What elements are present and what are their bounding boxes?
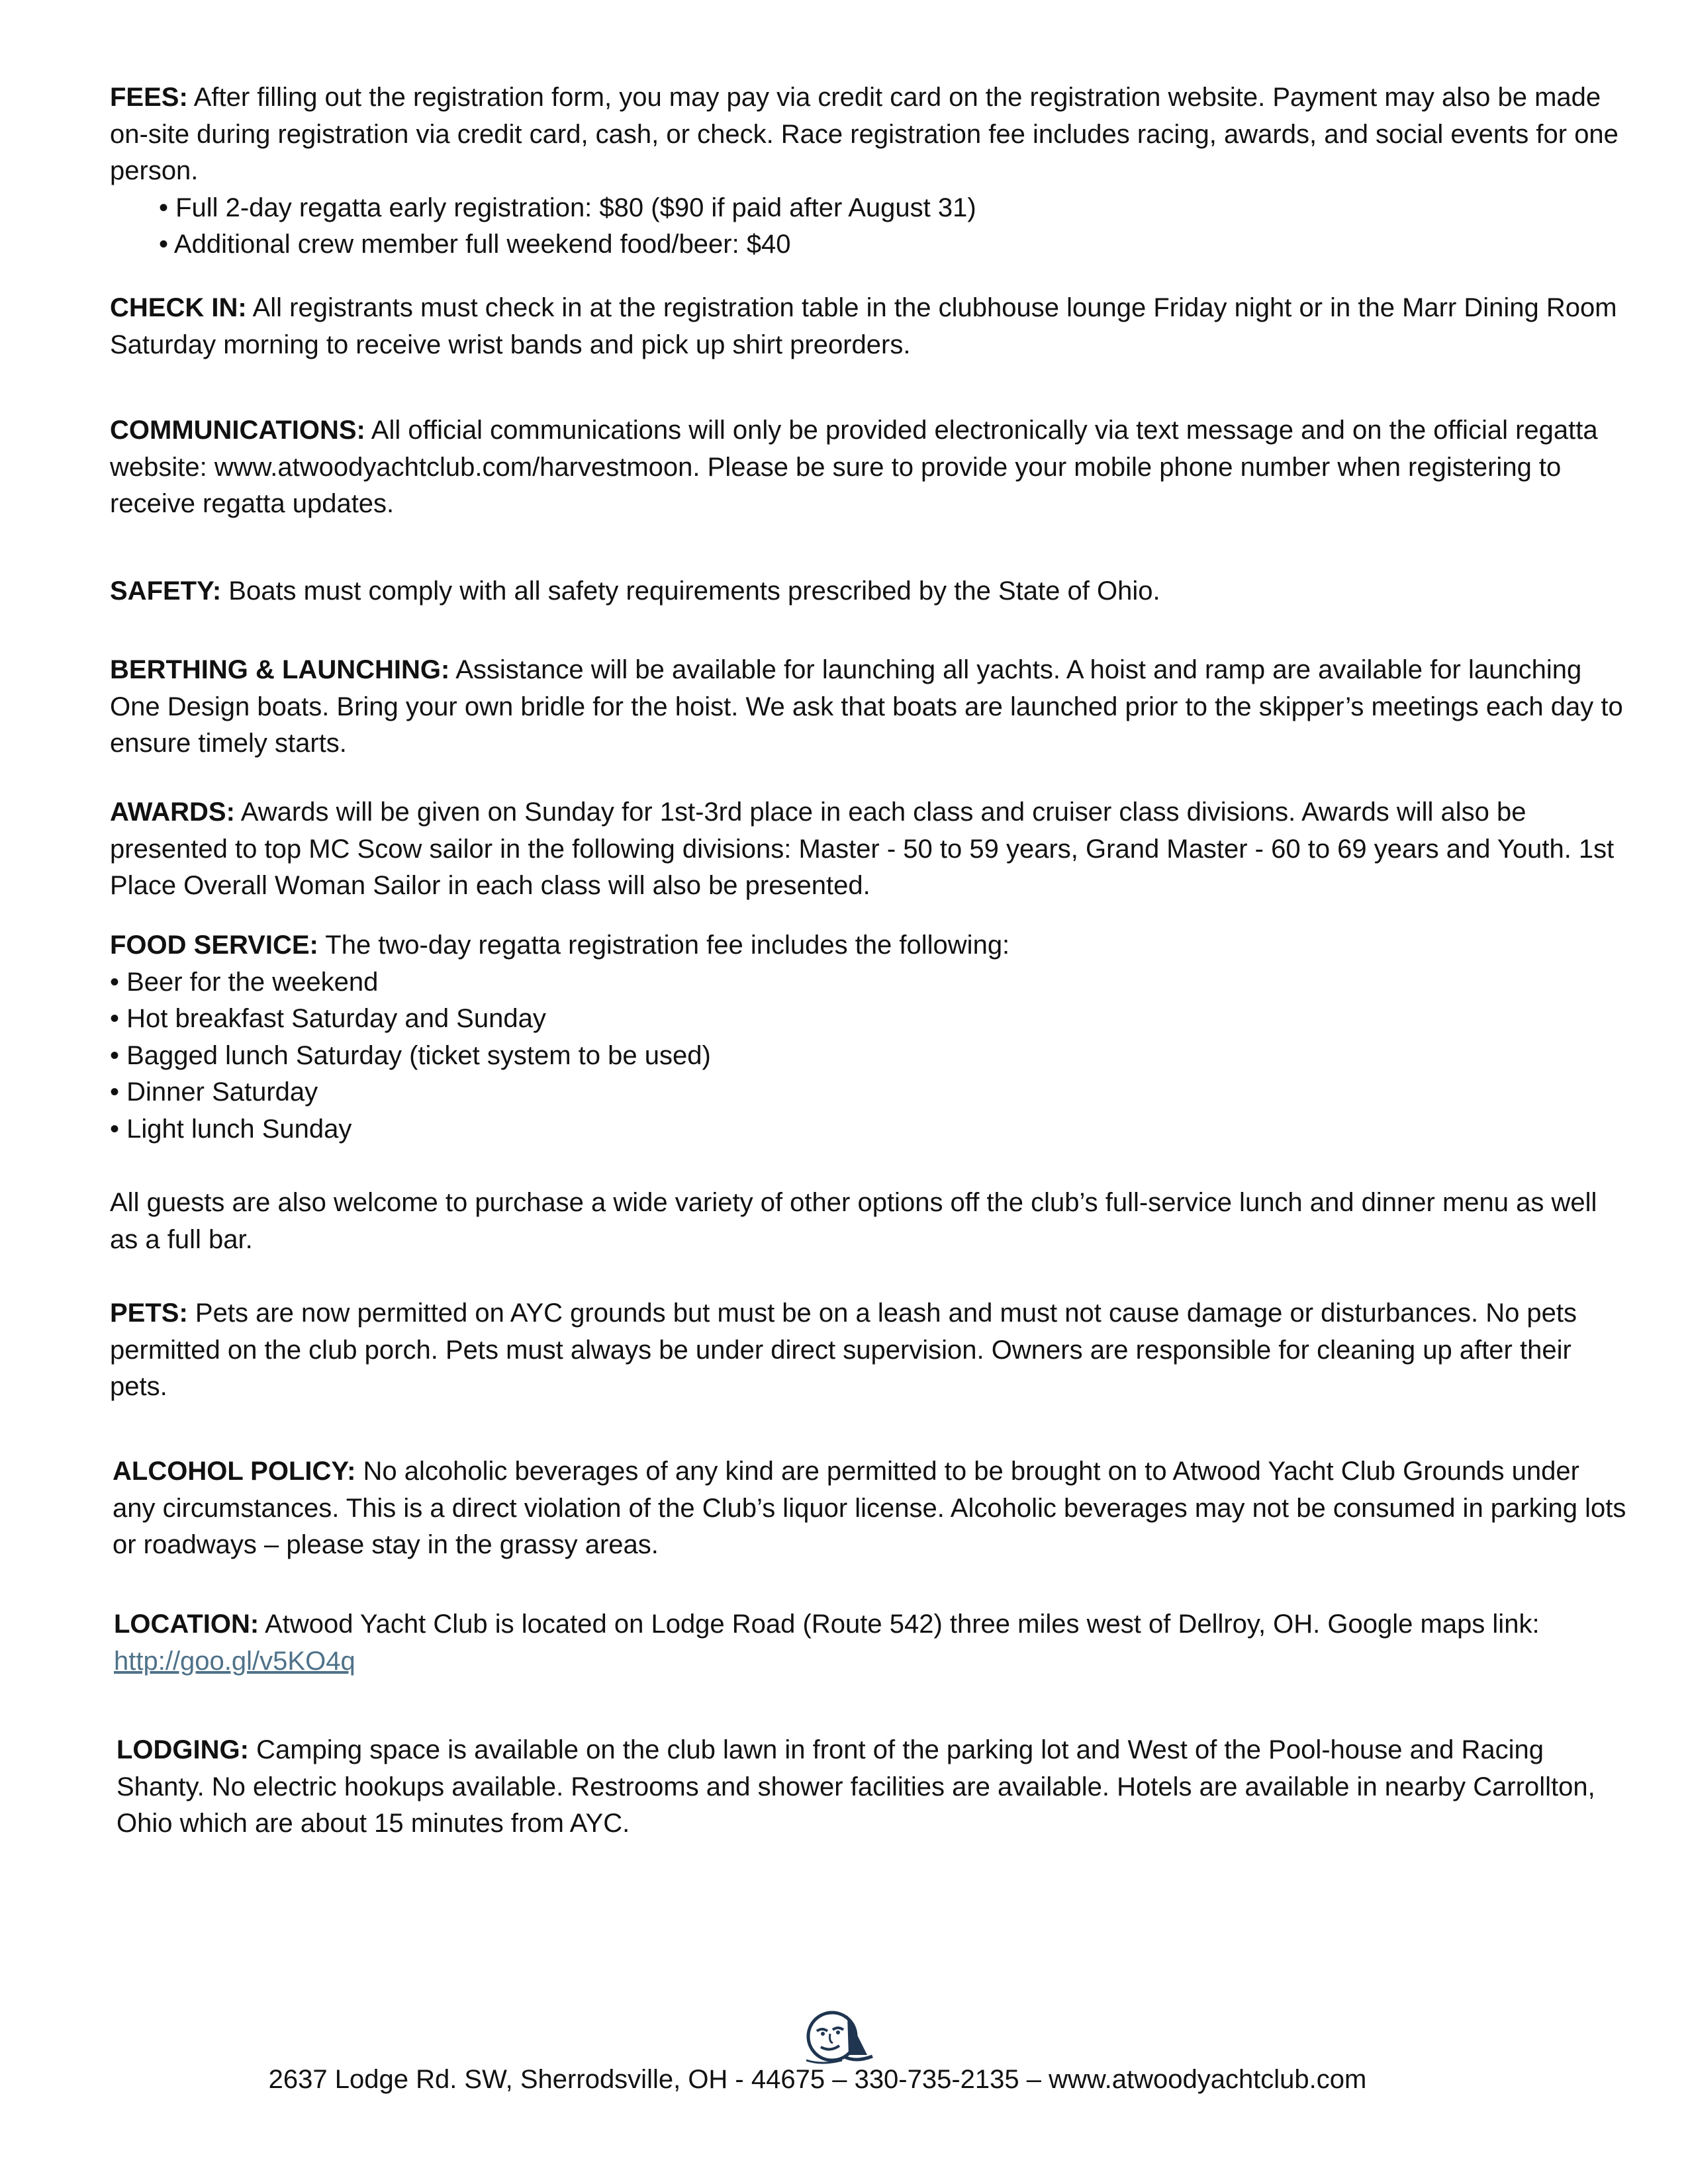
location-text: Atwood Yacht Club is located on Lodge Road (Route 542) three miles west of Dellroy, OH. Google maps link: <box>259 1610 1540 1639</box>
safety-heading: SAFETY: <box>110 576 222 606</box>
food-note: All guests are also welcome to purchase a wide variety of other options off the club’s full-service lunch and dinner menu as well as a full bar. <box>110 1188 1597 1254</box>
lodging-text: Camping space is available on the club lawn in front of the parking lot and West of the Pool-house and Racing Shanty. No electric hookups available. Restrooms and shower facilities are available. Hotels are available in nearby Carrollton, Ohio which are about 15 minutes from AYC. <box>117 1735 1595 1838</box>
moon-sailboat-logo-icon <box>802 2007 875 2066</box>
fees-text: After filling out the registration form, you may pay via credit card on the registration website. Payment may also be made on-site during registration via credit card, cash, or check. Race registration fee includes racing, awards, and social events for one person. <box>110 83 1618 185</box>
lodging-section <box>117 1732 1632 1843</box>
google-maps-link[interactable]: http://goo.gl/v5KO4q <box>114 1646 355 1676</box>
fees-heading: FEES: <box>110 83 188 112</box>
alcohol-heading: ALCOHOL POLICY: <box>113 1457 356 1486</box>
food-item-2: • Hot breakfast Saturday and Sunday <box>110 1004 546 1033</box>
checkin-heading: CHECK IN: <box>110 293 247 322</box>
lodging-heading: LODGING: <box>117 1735 249 1764</box>
location-heading: LOCATION: <box>114 1610 259 1639</box>
food-item-4: • Dinner Saturday <box>110 1077 318 1107</box>
checkin-section <box>110 290 1626 363</box>
fees-item-2: • Additional crew member full weekend food/beer: $40 <box>159 230 791 259</box>
food-section <box>110 927 1626 964</box>
safety-section <box>110 573 1626 610</box>
fees-section <box>110 79 1626 190</box>
food-heading: FOOD SERVICE: <box>110 931 318 960</box>
communications-heading: COMMUNICATIONS: <box>110 416 365 445</box>
berthing-text: Assistance will be available for launching all yachts. A hoist and ramp are available for launching One Design boats. Bring your own bridle for the hoist. We ask that boats are launched prior to the skipper’s meetings each day to ensure timely starts. <box>110 655 1623 758</box>
awards-text: Awards will be given on Sunday for 1st-3rd place in each class and cruiser class divisions. Awards will also be presented to top MC Scow sailor in the following divisions: Master - 50 to 59 years, Grand Master - 60 to 69 years and Youth. 1st Place Overall Woman Sailor in each class will also be presented. <box>110 797 1615 900</box>
awards-section <box>110 794 1626 905</box>
food-item-1: • Beer for the weekend <box>110 968 379 997</box>
alcohol-text: No alcoholic beverages of any kind are permitted to be brought on to Atwood Yacht Club Grounds under any circumstances. This is a direct violation of the Club’s liquor license. Alcoholic beverages may not be consumed in parking lots or roadways – please stay in the grassy areas. <box>113 1457 1626 1559</box>
food-item-3: • Bagged lunch Saturday (ticket system to be used) <box>110 1041 711 1070</box>
awards-heading: AWARDS: <box>110 797 235 827</box>
footer-address: 2637 Lodge Rd. SW, Sherrodsville, OH - 44675 – 330-735-2135 – www.atwoodyachtclub.com <box>268 2065 1367 2094</box>
location-section <box>114 1606 1630 1680</box>
fees-item-1: • Full 2-day regatta early registration: $80 ($90 if paid after August 31) <box>159 193 976 222</box>
pets-section <box>110 1295 1626 1406</box>
communications-section <box>110 412 1626 523</box>
berthing-heading: BERTHING & LAUNCHING: <box>110 655 450 684</box>
pets-text: Pets are now permitted on AYC grounds but must be on a leash and must not cause damage or disturbances. No pets permitted on the club porch. Pets must always be under direct supervision. Owners are responsible for cleaning up after their pets. <box>110 1298 1577 1401</box>
food-text: The two-day regatta registration fee includes the following: <box>318 931 1010 960</box>
alcohol-section <box>113 1453 1628 1564</box>
communications-text: All official communications will only be provided electronically via text message and on the official regatta website: www.atwoodyachtclub.com/harvestmoon. Please be sure to provide your mobile phone number when registering to receive regatta updates. <box>110 416 1598 518</box>
food-item-5: • Light lunch Sunday <box>110 1115 352 1144</box>
berthing-section <box>110 652 1626 762</box>
pets-heading: PETS: <box>110 1298 188 1328</box>
checkin-text: All registrants must check in at the registration table in the clubhouse lounge Friday night or in the Marr Dining Room Saturday morning to receive wrist bands and pick up shirt preorders. <box>110 293 1617 359</box>
safety-text: Boats must comply with all safety requirements prescribed by the State of Ohio. <box>221 576 1160 606</box>
